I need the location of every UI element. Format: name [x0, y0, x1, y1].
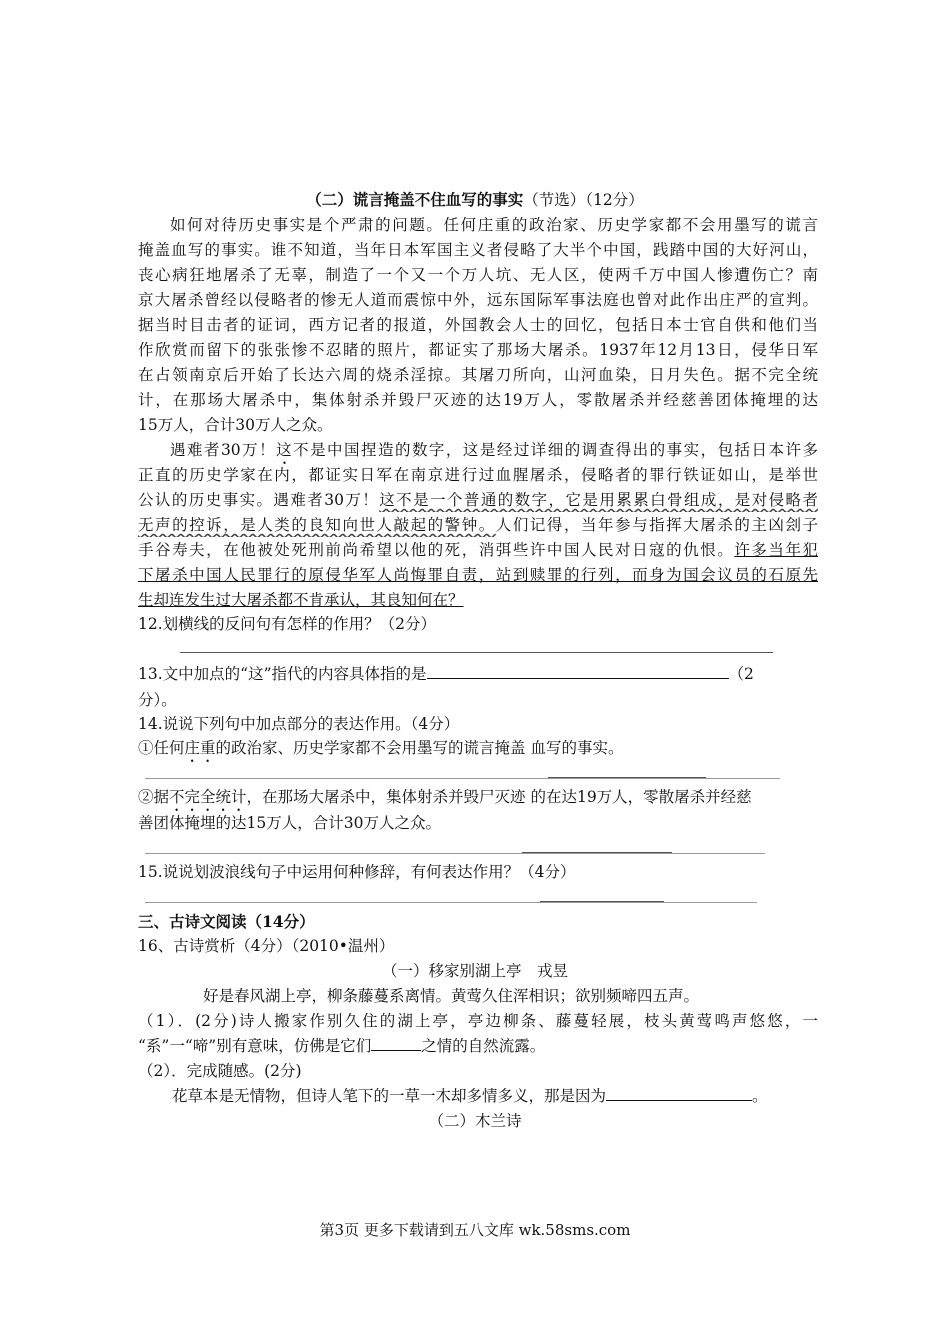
question-13: 13.文中加点的“这”指代的内容具体指的是 （2 — [138, 662, 818, 686]
question-16: 16、古诗赏析（4分）（2010•温州） — [138, 937, 395, 955]
section-title-bold: （二）谎言掩盖不住血写的事实 — [306, 190, 524, 209]
section-title — [0, 188, 950, 212]
subquestion-2: （2）．完成随感。(2分) — [138, 1062, 302, 1080]
underlined-sentence: 许多当年犯 — [734, 541, 818, 559]
answer-line[interactable] — [145, 902, 757, 903]
question-14-item-2: ②据不完全统计，在那场大屠杀中，集体射杀并毁尸灭迹 的在达19万人，零散屠杀并经慈 — [138, 788, 752, 806]
dotted-word: 庄重 — [184, 739, 216, 757]
para1-line: 在占领南京后开始了长达六周的烧杀淫掠。其屠刀所向，山河血染，日月失色。据不完全统 — [138, 366, 818, 384]
dotted-word: 不完全统计 — [169, 788, 247, 806]
para1-line: 如何对待历史事实是个严肃的问题。任何庄重的政治家、历史学家都不会用墨写的谎言 — [170, 216, 818, 234]
para2-line: 遇难者30万！这不是中国捏造的数字，这是经过详细的调查得出的事实，包括日本许多 — [170, 441, 818, 459]
para1-line: 15万人，合计30万人之众。 — [138, 416, 333, 434]
para1-line: 计，在那场大屠杀中，集体射杀并毁尸灭迹的达19万人，零散屠杀并经慈善团体掩埋的达 — [138, 391, 818, 409]
section-title-note: （节选）（12分） — [523, 191, 644, 209]
para1-line: 作欣赏而留下的张张惨不忍睹的照片，都证实了那场大屠杀。1937年12月13日，侵华日军 — [138, 341, 818, 359]
para1-line: 据当时目击者的证词，西方记者的报道，外国教会人士的回忆，包括日本士官自供和他们当 — [138, 316, 818, 334]
answer-line[interactable] — [145, 853, 765, 854]
underlined-sentence: 下屠杀中国人民罪行的原侵华军人尚悔罪自责，站到赎罪的行列，而身为国会议员的石原先 — [138, 566, 818, 584]
wavy-sentence: 无声的控诉，是人类的良知向世人敲起的警钟。 — [138, 516, 496, 534]
para2-line: 公认的历史事实。遇难者30万！这不是一个普通的数字，它是用累累白骨组成，是对侵略者 — [138, 491, 818, 509]
poem1-text: 好是春风湖上亭，柳条藤蔓系离情。黄莺久住浑相识；欲别频啼四五声。 — [203, 987, 700, 1005]
answer-line-segment — [522, 852, 672, 853]
para2-line: 无声的控诉，是人类的良知向世人敲起的警钟。人们记得，当年参与指挥大屠杀的主凶刽子 — [138, 516, 818, 534]
question-14-item-2-cont: 善团体掩埋的达15万人，合计30万人之众。 — [138, 814, 441, 832]
poem2-title: （二）木兰诗 — [428, 1112, 522, 1130]
subquestion-1: （1）．(2分)诗人搬家作别久住的湖上亭，亭边柳条、藤蔓轻展，枝头黄莺鸣声悠悠，一 — [138, 1012, 818, 1030]
page-footer: 第3页 更多下载请到五八文库 wk.58sms.com — [319, 1221, 631, 1239]
wavy-sentence: 这不是一个普通的数字，它是用累累白骨组成，是对侵略者 — [379, 491, 818, 509]
answer-line[interactable] — [145, 778, 780, 779]
section3-title: 三、古诗文阅读（14分） — [138, 912, 315, 931]
poem1-title: （一）移家别湖上亭 戎昱 — [381, 962, 568, 980]
question-12: 12.划横线的反问句有怎样的作用？（2分） — [138, 615, 437, 633]
underlined-sentence: 生却连发生过大屠杀都不肯承认，其良知何在？ — [138, 591, 464, 609]
subquestion-2-text: 花草本是无情物，但诗人笔下的一草一木却多情多义，那是因为 。 — [172, 1084, 852, 1108]
para1-line: 丧心病狂地屠杀了无辜，制造了一个又一个万人坑、无人区，使两千万中国人惨遭伤亡？南 — [138, 266, 818, 284]
answer-line-segment — [548, 777, 706, 778]
answer-blank[interactable] — [606, 1084, 752, 1101]
dotted-word-zhe: 这 — [276, 441, 294, 459]
para2-line: 手谷寿夫，在他被处死刑前尚希望以他的死，消弭些许中国人民对日寇的仇恨。许多当年犯 — [138, 541, 818, 559]
para1-line: 掩盖血写的事实。谁不知道，当年日本军国主义者侵略了大半个中国，践踏中国的大好河山， — [138, 241, 818, 259]
question-15: 15.说说划波浪线句子中运用何种修辞，有何表达作用？（4分） — [138, 863, 576, 881]
question-14-item-1: ①任何庄重的政治家、历史学家都不会用墨写的谎言掩盖 血写的事实。 — [138, 739, 624, 757]
answer-line[interactable] — [180, 652, 773, 653]
para2-line — [138, 588, 818, 612]
question-14: 14.说说下列句中加点部分的表达作用。（4分） — [138, 715, 460, 733]
answer-blank[interactable] — [427, 662, 729, 679]
answer-line-segment — [540, 901, 664, 902]
answer-blank[interactable] — [371, 1034, 421, 1051]
question-13-cont: 分）。 — [138, 691, 177, 709]
para2-line: 正直的历史学家在内，都证实日军在南京进行过血腥屠杀，侵略者的罪行铁证如山，是举世 — [138, 466, 818, 484]
para2-line — [138, 563, 818, 587]
subquestion-1-cont: “系”一“啼”别有意味，仿佛是它们 之情的自然流露。 — [138, 1034, 818, 1058]
para1-line: 京大屠杀曾经以侵略者的惨无人道而震惊中外，远东国际军事法庭也曾对此作出庄严的宣判。 — [138, 291, 818, 309]
